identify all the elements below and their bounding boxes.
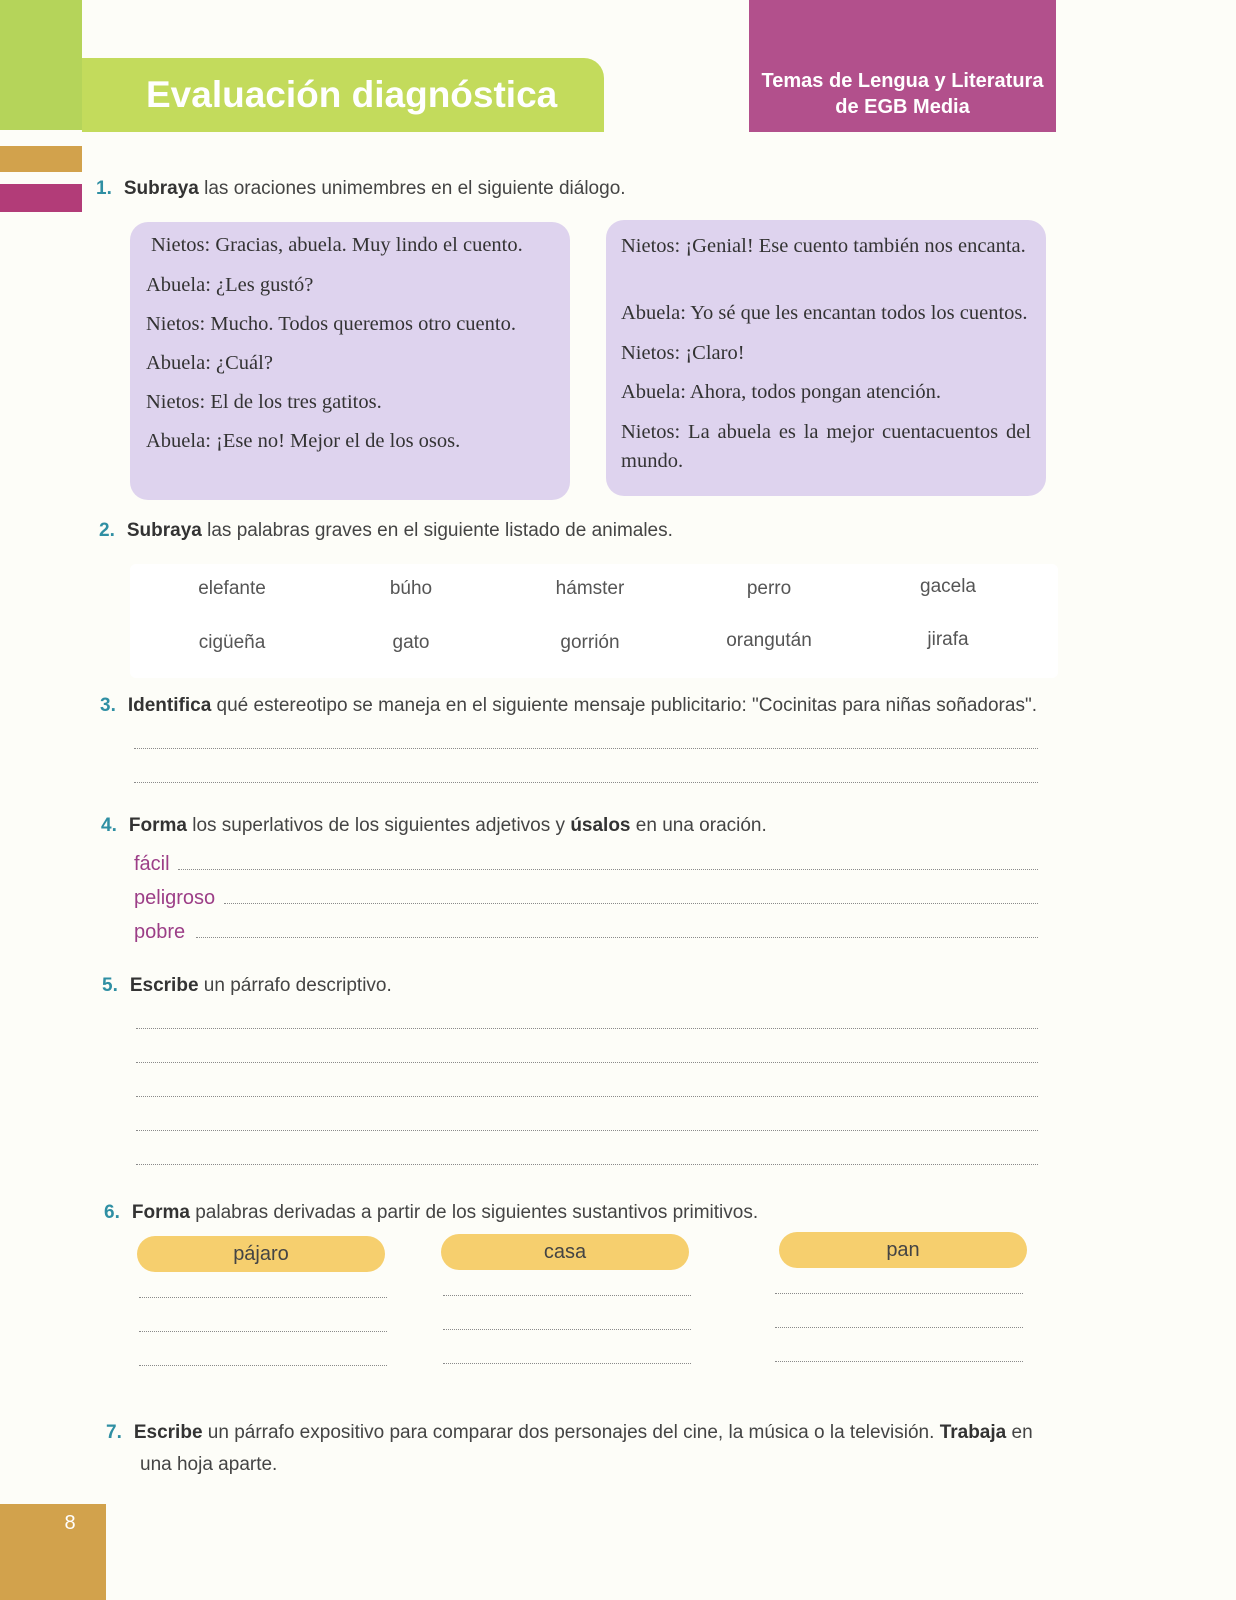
dialogue-line: Nietos: El de los tres gatitos. — [146, 391, 382, 413]
dialogue-line: Nietos: Mucho. Todos queremos otro cuento. — [146, 313, 516, 335]
question-number: 4. — [101, 815, 117, 836]
answer-line[interactable] — [178, 869, 1038, 870]
animal-word[interactable]: cigüeña — [198, 632, 266, 653]
noun-pill: pájaro — [137, 1236, 385, 1272]
question-verb: Forma — [131, 1202, 190, 1223]
dialogue-box-right — [606, 220, 1046, 496]
adjective-label: peligroso — [134, 887, 216, 909]
question-verb: Subraya — [123, 178, 199, 199]
question-verb-2: úsalos — [570, 815, 631, 836]
dialogue-line: Abuela: ¿Les gustó? — [146, 274, 314, 296]
question-number: 3. — [100, 695, 116, 716]
question-verb: Subraya — [126, 520, 202, 541]
dialogue-line: Abuela: ¿Cuál? — [146, 352, 273, 374]
question-text-2: en — [1006, 1422, 1033, 1443]
question-7 — [106, 1417, 1066, 1481]
answer-line[interactable] — [443, 1329, 691, 1330]
answer-line[interactable] — [775, 1361, 1023, 1362]
answer-line[interactable] — [134, 748, 1038, 749]
question-verb: Escribe — [129, 975, 199, 996]
question-text: un párrafo descriptivo. — [198, 975, 392, 996]
question-1 — [96, 178, 626, 200]
question-text: las palabras graves en el siguiente listado de animales. — [201, 520, 673, 541]
answer-line[interactable] — [134, 782, 1038, 783]
subject-line-2: de EGB Media — [835, 96, 970, 118]
question-text: los superlativos de los siguientes adjetivos y — [186, 815, 571, 836]
answer-line[interactable] — [139, 1331, 387, 1332]
page-title: Evaluación diagnóstica — [146, 74, 558, 115]
question-verb: Escribe — [133, 1422, 203, 1443]
answer-line[interactable] — [196, 937, 1038, 938]
answer-line[interactable] — [139, 1365, 387, 1366]
answer-line[interactable] — [136, 1062, 1038, 1063]
answer-line[interactable] — [443, 1295, 691, 1296]
question-6 — [104, 1202, 758, 1224]
animal-word[interactable]: perro — [746, 578, 792, 599]
animal-word[interactable]: elefante — [198, 578, 266, 599]
subject-line-1: Temas de Lengua y Literatura — [761, 70, 1044, 92]
question-number: 2. — [99, 520, 115, 541]
left-strip-orange — [0, 146, 82, 172]
question-4 — [101, 815, 767, 837]
left-strip-green — [0, 0, 82, 130]
animal-word[interactable]: gacela — [920, 576, 976, 597]
question-verb: Identifica — [127, 695, 212, 716]
answer-line[interactable] — [139, 1297, 387, 1298]
animal-word[interactable]: hámster — [555, 578, 625, 599]
animal-word[interactable]: jirafa — [927, 629, 969, 650]
dialogue-line: Nietos: La abuela es la mejor cuentacuentos del mundo. — [621, 421, 1031, 472]
dialogue-line: Abuela: ¡Ese no! Mejor el de los osos. — [146, 430, 461, 452]
noun-pill: casa — [441, 1234, 689, 1270]
question-3 — [100, 695, 1037, 717]
question-number: 5. — [102, 975, 118, 996]
question-2 — [99, 520, 673, 542]
animal-word[interactable]: gato — [392, 632, 430, 653]
answer-line[interactable] — [224, 903, 1038, 904]
adjective-label: pobre — [134, 921, 186, 943]
answer-line[interactable] — [136, 1130, 1038, 1131]
header-subject-box — [749, 0, 1056, 132]
answer-line[interactable] — [443, 1363, 691, 1364]
answer-line[interactable] — [775, 1327, 1023, 1328]
question-text: las oraciones unimembres en el siguiente diálogo. — [198, 178, 626, 199]
question-number: 7. — [106, 1422, 122, 1443]
question-text: qué estereotipo se maneja en el siguiente mensaje publicitario: "Cocinitas para niñas soñadoras". — [211, 695, 1037, 716]
question-5 — [102, 975, 392, 997]
page-number: 8 — [64, 1512, 76, 1534]
question-number: 1. — [96, 178, 112, 199]
question-verb: Forma — [128, 815, 187, 836]
noun-pill: pan — [779, 1232, 1027, 1268]
animal-word[interactable]: búho — [389, 578, 433, 599]
animal-word[interactable]: orangután — [726, 630, 812, 651]
dialogue-line: Nietos: Gracias, abuela. Muy lindo el cuento. — [151, 234, 523, 256]
animal-word[interactable]: gorrión — [560, 632, 620, 653]
question-text: palabras derivadas a partir de los siguientes sustantivos primitivos. — [189, 1202, 759, 1223]
left-strip-magenta — [0, 184, 82, 212]
answer-line[interactable] — [136, 1096, 1038, 1097]
question-number: 6. — [104, 1202, 120, 1223]
question-text: un párrafo expositivo para comparar dos personajes del cine, la música o la televisión. — [202, 1422, 940, 1443]
question-verb-2: Trabaja — [939, 1422, 1007, 1443]
dialogue-line: Nietos: ¡Claro! — [621, 342, 745, 364]
answer-line[interactable] — [775, 1293, 1023, 1294]
adjective-label: fácil — [134, 853, 170, 875]
dialogue-line: Nietos: ¡Genial! Ese cuento también nos encanta. — [621, 235, 1026, 257]
dialogue-line: Abuela: Yo sé que les encantan todos los cuentos. — [621, 302, 1028, 324]
answer-line[interactable] — [136, 1164, 1038, 1165]
dialogue-box-left — [130, 222, 570, 500]
question-text-2: en una oración. — [630, 815, 767, 836]
animals-list — [130, 564, 1058, 678]
question-text-3: una hoja aparte. — [140, 1454, 278, 1475]
dialogue-line: Abuela: Ahora, todos pongan atención. — [621, 381, 941, 403]
answer-line[interactable] — [136, 1028, 1038, 1029]
